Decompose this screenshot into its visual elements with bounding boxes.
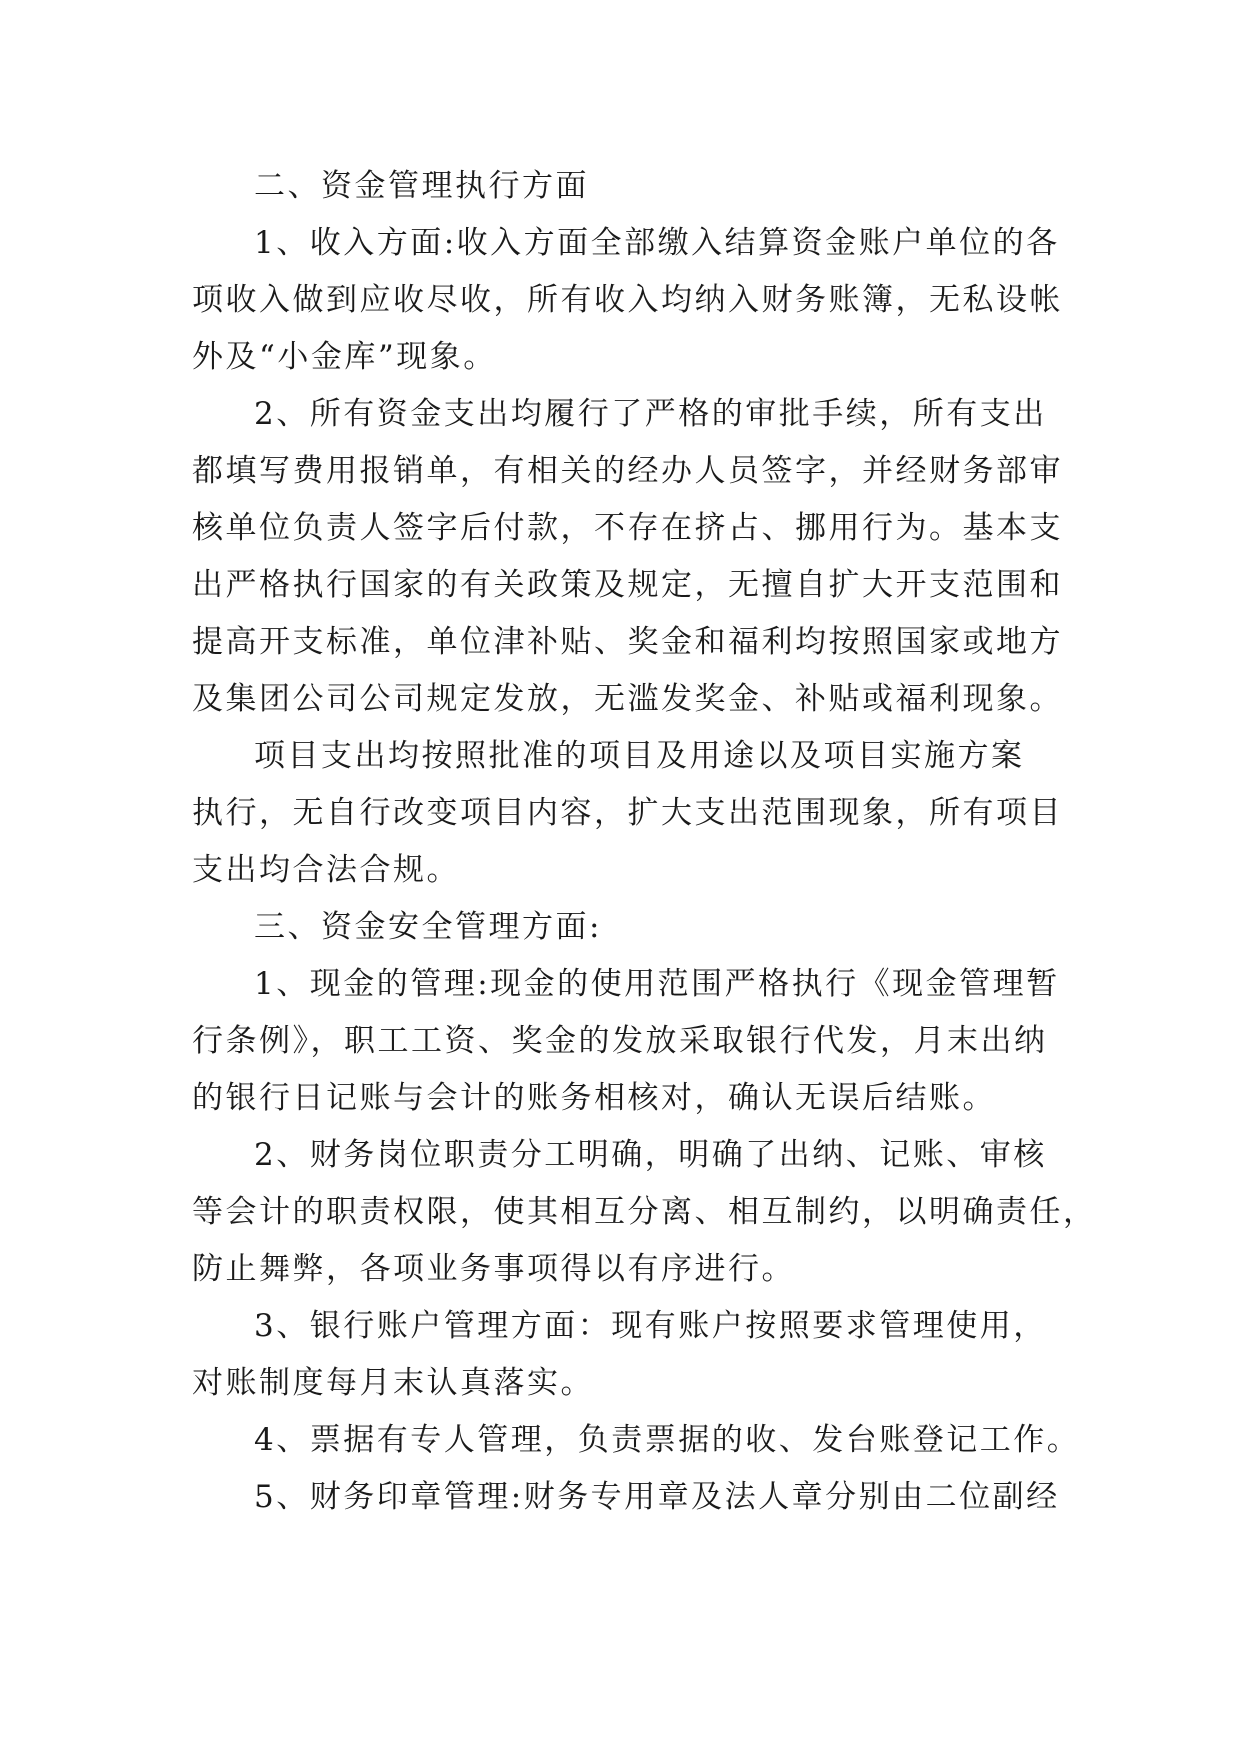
paragraph-line: 1、现金的管理:现金的使用范围严格执行《现金管理暂 xyxy=(254,966,1060,1002)
document-body xyxy=(192,158,1097,1526)
paragraph-line: 对账制度每月末认真落实。 xyxy=(192,1365,594,1401)
section-heading-fund-execution: 二、资金管理执行方面 xyxy=(254,168,589,204)
paragraph-line: 执行，无自行改变项目内容，扩大支出范围现象，所有项目 xyxy=(192,795,1063,831)
section-heading-fund-security: 三、资金安全管理方面: xyxy=(254,909,602,945)
paragraph-line: 3、银行账户管理方面：现有账户按照要求管理使用， xyxy=(254,1308,1047,1344)
paragraph-line: 2、财务岗位职责分工明确，明确了出纳、记账、审核 xyxy=(254,1137,1047,1173)
paragraph-line: 4、票据有专人管理，负责票据的收、发台账登记工作。 xyxy=(254,1422,1081,1458)
paragraph-line: 项收入做到应收尽收，所有收入均纳入财务账簿，无私设帐 xyxy=(192,282,1063,318)
paragraph-line: 都填写费用报销单，有相关的经办人员签字，并经财务部审 xyxy=(192,453,1063,489)
paragraph-line: 1、收入方面:收入方面全部缴入结算资金账户单位的各 xyxy=(254,225,1060,261)
paragraph-line: 5、财务印章管理:财务专用章及法人章分别由二位副经 xyxy=(254,1479,1060,1515)
paragraph-line: 等会计的职责权限，使其相互分离、相互制约，以明确责任， xyxy=(192,1194,1097,1230)
paragraph-line: 提高开支标准，单位津补贴、奖金和福利均按照国家或地方 xyxy=(192,624,1063,660)
paragraph-line: 支出均合法合规。 xyxy=(192,852,460,888)
paragraph-line: 的银行日记账与会计的账务相核对，确认无误后结账。 xyxy=(192,1080,996,1116)
paragraph-line: 核单位负责人签字后付款，不存在挤占、挪用行为。基本支 xyxy=(192,510,1063,546)
paragraph-line: 项目支出均按照批准的项目及用途以及项目实施方案 xyxy=(254,738,1025,774)
paragraph-line: 出严格执行国家的有关政策及规定，无擅自扩大开支范围和 xyxy=(192,567,1063,603)
paragraph-line: 2、所有资金支出均履行了严格的审批手续，所有支出 xyxy=(254,396,1047,432)
paragraph-line: 防止舞弊，各项业务事项得以有序进行。 xyxy=(192,1251,795,1287)
paragraph-line: 外及“小金库”现象。 xyxy=(192,339,497,375)
paragraph-line: 及集团公司公司规定发放，无滥发奖金、补贴或福利现象。 xyxy=(192,681,1063,717)
paragraph-line: 行条例》，职工工资、奖金的发放采取银行代发，月末出纳 xyxy=(192,1023,1048,1059)
